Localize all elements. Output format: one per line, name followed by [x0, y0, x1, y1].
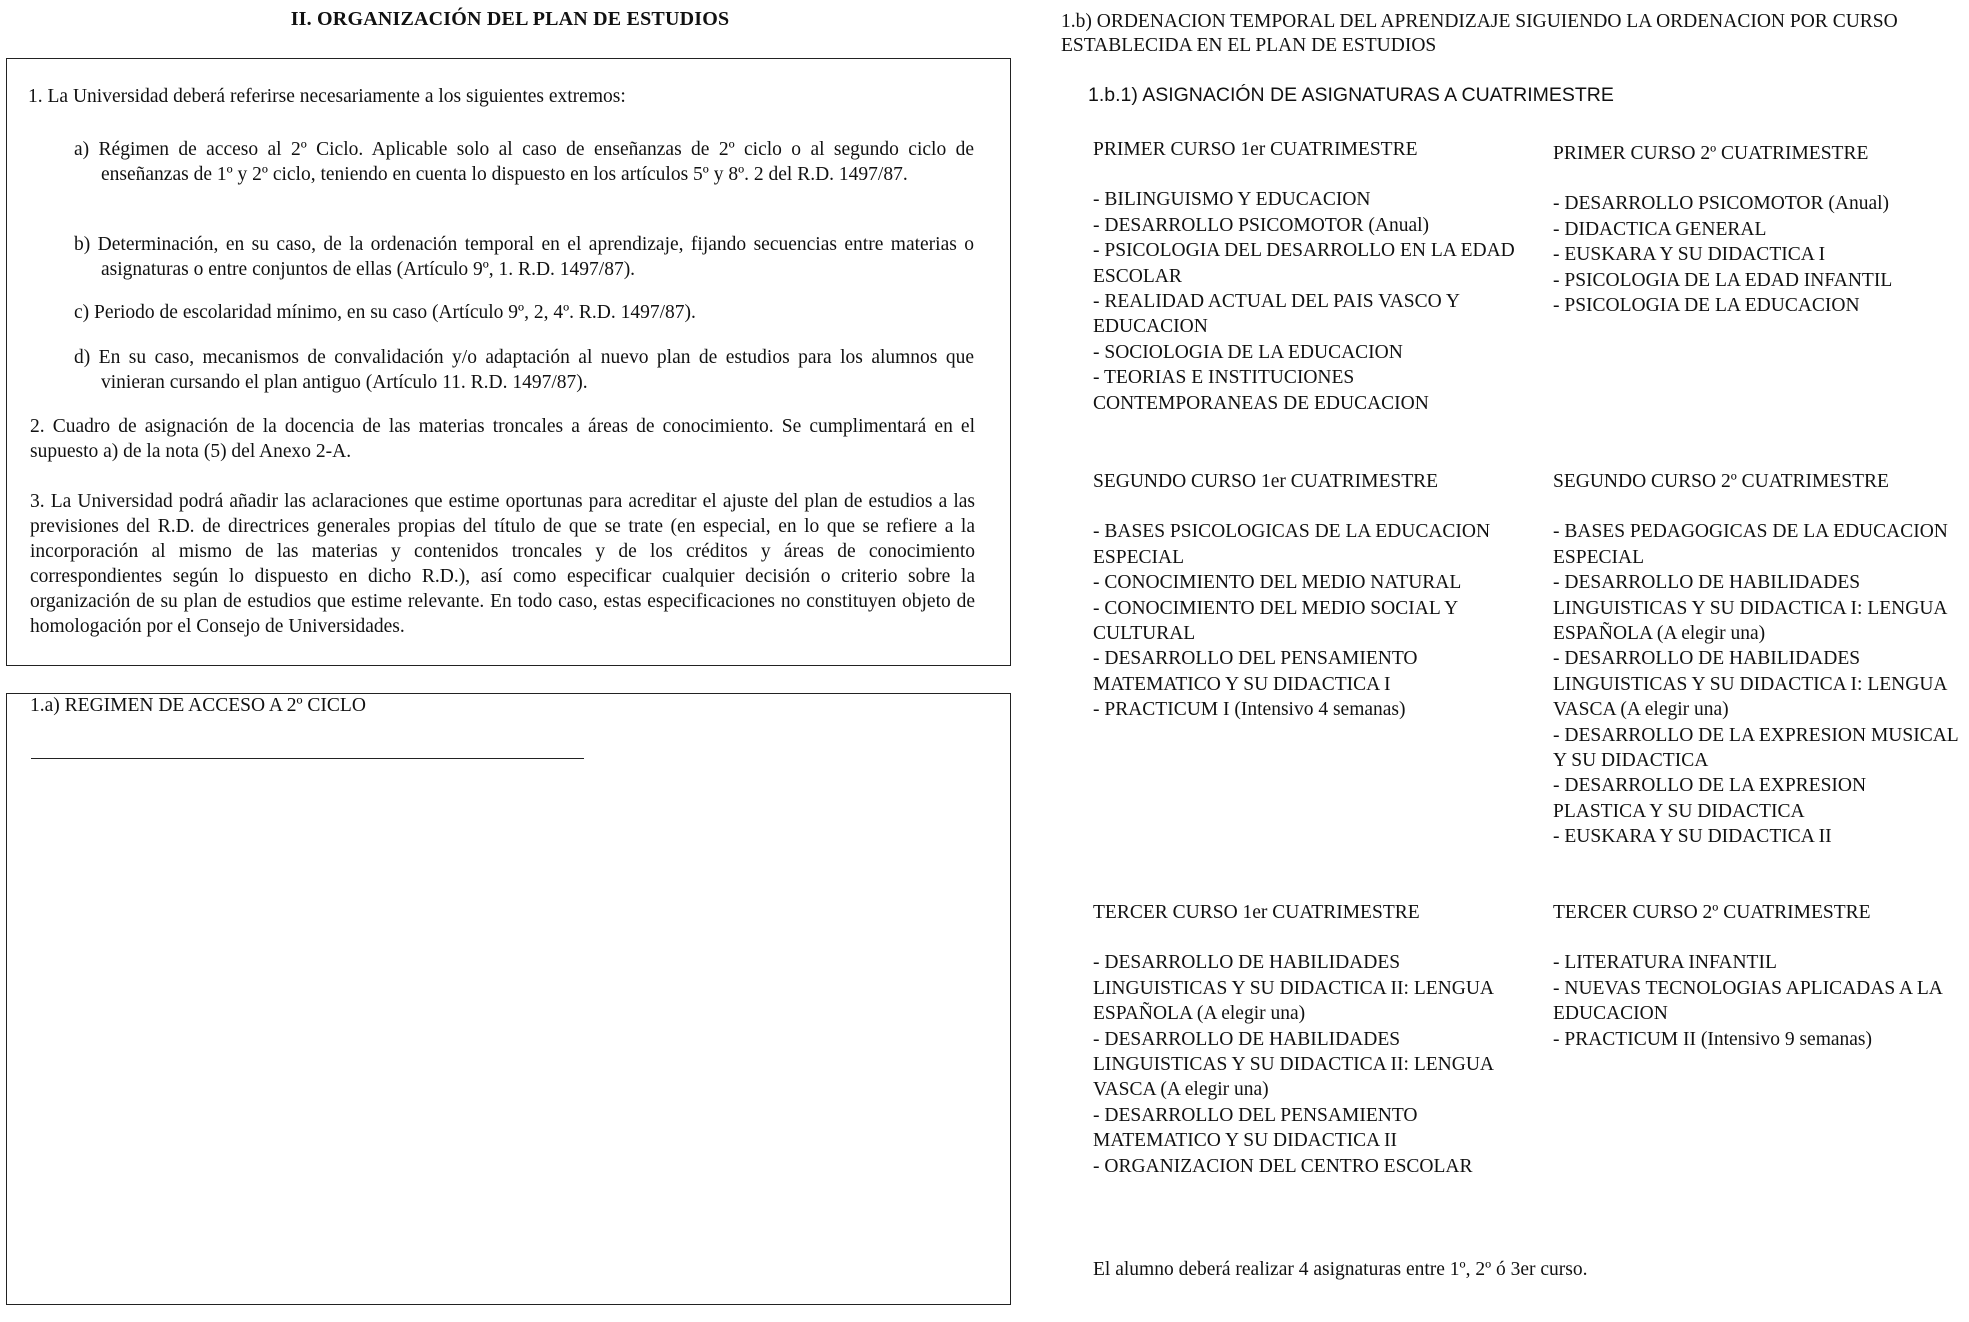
course-block-title: SEGUNDO CURSO 2º CUATRIMESTRE [1553, 471, 1889, 492]
course-block-title: TERCER CURSO 1er CUATRIMESTRE [1093, 902, 1420, 923]
subject-item: - BASES PEDAGOGICAS DE LA EDUCACION ESPECIAL [1553, 521, 1948, 568]
course-block-title: TERCER CURSO 2º CUATRIMESTRE [1553, 902, 1871, 923]
requirement-item-3: 3. La Universidad podrá añadir las aclaraciones que estime oportunas para acreditar el ajuste del plan de estudios a las previsiones del R.D. de directrices generales propias del título de que se trate (en especial, en lo que se refiere a la incorporación al mismo de las materias y contenidos troncales y de los créditos y áreas de conocimiento correspondientes según lo dispuesto en dicho R.D.), así como especificar cualquier decisión o criterio sobre la organización de su plan de estudios que estime relevante. En todo caso, estas especificaciones no constituyen objeto de homologación por el Consejo de Universidades. [30, 491, 975, 637]
course-block [1553, 900, 1963, 1052]
subject-item: - EUSKARA Y SU DIDACTICA II [1553, 826, 1832, 848]
requirement-sub-a: a) Régimen de acceso al 2º Ciclo. Aplicable solo al caso de enseñanzas de 2º ciclo o al segundo ciclo de enseñanzas de 1º y 2º ciclo, teniendo en cuenta lo dispuesto en los artículos 5º y 8º. 2 del R.D. 1497/87. [74, 139, 974, 185]
subject-item: - NUEVAS TECNOLOGIAS APLICADAS A LA EDUCACION [1553, 977, 1942, 1025]
subject-item: - PRACTICUM I (Intensivo 4 semanas) [1093, 699, 1406, 721]
subject-item: - DESARROLLO PSICOMOTOR (Anual) [1553, 193, 1890, 215]
access-regime-title: 1.a) REGIMEN DE ACCESO A 2º CICLO [30, 695, 366, 716]
subject-item: - DESARROLLO DE HABILIDADES LINGUISTICAS Y SU DIDACTICA II: LENGUA VASCA (A elegir una) [1093, 1028, 1493, 1101]
subject-item: - EUSKARA Y SU DIDACTICA I [1553, 244, 1826, 266]
subject-item: - DESARROLLO DE HABILIDADES LINGUISTICAS Y SU DIDACTICA II: LENGUA ESPAÑOLA (A elegir una) [1093, 952, 1493, 1025]
assignment-subheading: 1.b.1) ASIGNACIÓN DE ASIGNATURAS A CUATRIMESTRE [1088, 84, 1614, 106]
course-block [1553, 469, 1963, 850]
course-block-title: SEGUNDO CURSO 1er CUATRIMESTRE [1093, 471, 1439, 492]
ordering-heading: 1.b) ORDENACION TEMPORAL DEL APRENDIZAJE SIGUIENDO LA ORDENACION POR CURSO ESTABLECIDA EN EL PLAN DE ESTUDIOS [1061, 11, 1898, 56]
course-block-title: PRIMER CURSO 1er CUATRIMESTRE [1093, 139, 1418, 160]
subject-item: - BILINGUISMO Y EDUCACION [1093, 189, 1371, 211]
subject-item: - CONOCIMIENTO DEL MEDIO SOCIAL Y CULTURAL [1093, 597, 1458, 645]
course-block-title: PRIMER CURSO 2º CUATRIMESTRE [1553, 143, 1869, 164]
subject-item: - DESARROLLO DEL PENSAMIENTO MATEMATICO Y SU DIDACTICA II [1093, 1104, 1418, 1152]
requirement-item-2: 2. Cuadro de asignación de la docencia de las materias troncales a áreas de conocimiento. Se cumplimentará en el supuesto a) de la nota (5) del Anexo 2-A. [30, 416, 975, 462]
section-title: II. ORGANIZACIÓN DEL PLAN DE ESTUDIOS [290, 8, 730, 30]
subject-item: - DESARROLLO DE LA EXPRESION PLASTICA Y SU DIDACTICA [1553, 775, 1867, 822]
subject-item: - DIDACTICA GENERAL [1553, 218, 1767, 240]
subject-item: - REALIDAD ACTUAL DEL PAIS VASCO Y EDUCACION [1093, 291, 1460, 338]
subject-item: - DESARROLLO DE LA EXPRESION MUSICAL Y SU DIDACTICA [1553, 724, 1958, 772]
subject-item: - PSICOLOGIA DE LA EDUCACION [1553, 295, 1860, 317]
requirement-item-1: 1. La Universidad deberá referirse necesariamente a los siguientes extremos: [28, 86, 626, 107]
subject-item: - CONOCIMIENTO DEL MEDIO NATURAL [1093, 572, 1462, 594]
subject-item: - TEORIAS E INSTITUCIONES CONTEMPORANEAS DE EDUCACION [1093, 367, 1429, 414]
subject-item: - LITERATURA INFANTIL [1553, 952, 1777, 974]
subject-item: - BASES PSICOLOGICAS DE LA EDUCACION ESPECIAL [1093, 521, 1491, 568]
course-block [1093, 137, 1523, 416]
requirement-sub-b: b) Determinación, en su caso, de la ordenación temporal en el aprendizaje, fijando secuencias entre materias o asignaturas o entre conjuntos de ellas (Artículo 9º, 1. R.D. 1497/87). [74, 234, 974, 280]
subject-item: - ORGANIZACION DEL CENTRO ESCOLAR [1093, 1155, 1473, 1177]
subject-item: - SOCIOLOGIA DE LA EDUCACION [1093, 341, 1403, 363]
access-regime-box [6, 693, 1011, 1305]
course-block [1093, 900, 1523, 1179]
subject-item: - DESARROLLO PSICOMOTOR (Anual) [1093, 214, 1430, 236]
subject-item: - DESARROLLO DEL PENSAMIENTO MATEMATICO Y SU DIDACTICA I [1093, 648, 1418, 695]
requirement-sub-c: c) Periodo de escolaridad mínimo, en su caso (Artículo 9º, 2, 4º. R.D. 1497/87). [74, 302, 696, 323]
course-block [1553, 141, 1963, 318]
subject-item: - DESARROLLO DE HABILIDADES LINGUISTICAS Y SU DIDACTICA I: LENGUA VASCA (A elegir una) [1553, 648, 1947, 721]
subject-item: - PRACTICUM II (Intensivo 9 semanas) [1553, 1028, 1872, 1050]
subject-item: - PSICOLOGIA DEL DESARROLLO EN LA EDAD ESCOLAR [1093, 240, 1515, 287]
subject-item: - DESARROLLO DE HABILIDADES LINGUISTICAS Y SU DIDACTICA I: LENGUA ESPAÑOLA (A elegir una) [1553, 572, 1947, 645]
requirement-sub-d: d) En su caso, mecanismos de convalidación y/o adaptación al nuevo plan de estudios para los alumnos que vinieran cursando el plan antiguo (Artículo 11. R.D. 1497/87). [74, 347, 974, 393]
footer-note: El alumno deberá realizar 4 asignaturas entre 1º, 2º ó 3er curso. [1093, 1259, 1588, 1280]
course-block [1093, 469, 1523, 723]
subject-item: - PSICOLOGIA DE LA EDAD INFANTIL [1553, 269, 1893, 291]
access-regime-rule [31, 758, 584, 759]
